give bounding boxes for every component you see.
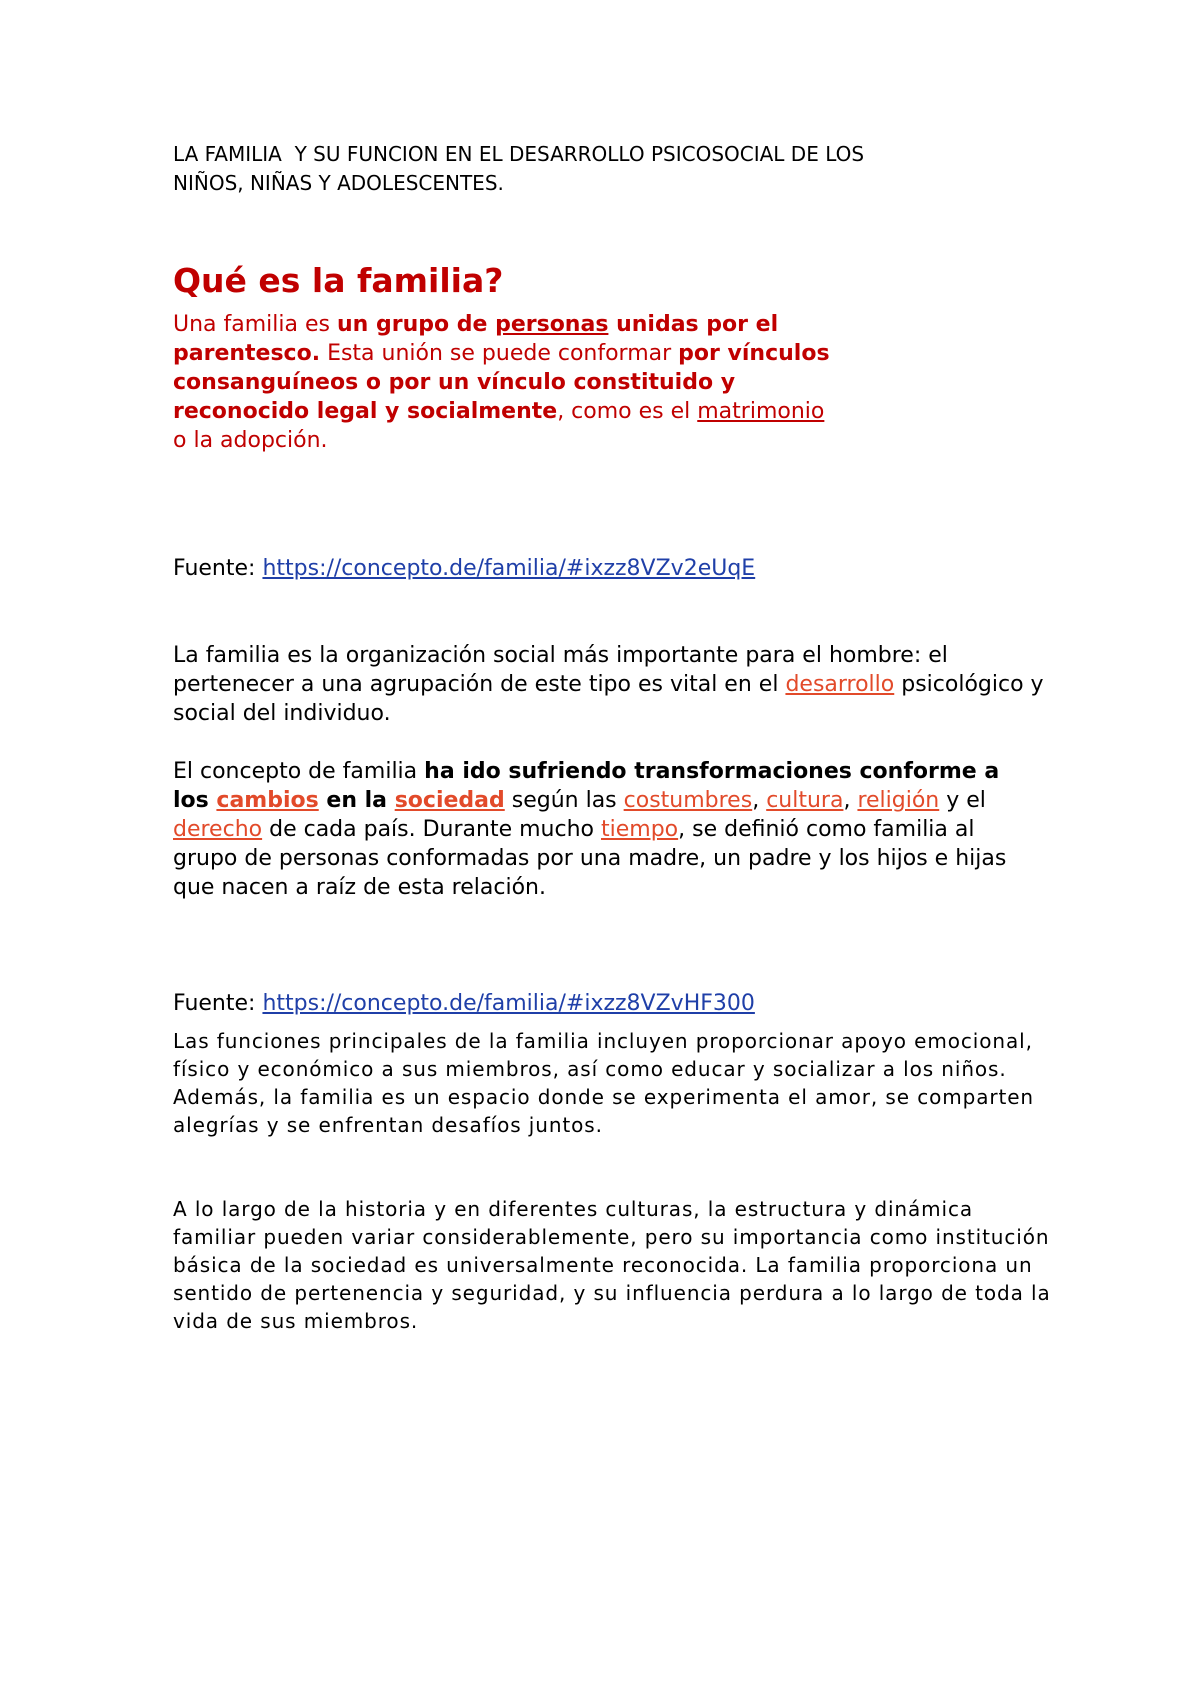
link-costumbres[interactable]: costumbres: [623, 788, 753, 813]
definition-bold-3: por vínculos consanguíneos o por un vínculo constituido y reconocido legal y socialmente: [173, 341, 830, 424]
para2-text-7: , se definió como familia al grupo de personas conformadas por una madre, un padre y los hijos e hijas que nacen a raíz de esta relación.: [173, 817, 1007, 900]
para2-text-6: de cada país. Durante mucho: [262, 817, 601, 842]
definition-bold-2: unidas por el parentesco.: [173, 312, 779, 366]
paragraph-historia: A lo largo de la historia y en diferentes culturas, la estructura y dinámica familiar pueden variar considerablemente, pero su importancia como institución básica de la sociedad es universalmente reconocida. La familia proporciona un sentido de pertenencia y seguridad, y su influencia perdura a lo largo de toda la vida de sus miembros.: [173, 1197, 1051, 1333]
paragraph-concepto: [173, 757, 1033, 902]
para2-text-1: El concepto de familia: [173, 759, 425, 784]
definition-bold-1: un grupo de: [336, 312, 496, 337]
document-title-line2: NIÑOS, NIÑAS Y ADOLESCENTES.: [173, 171, 504, 195]
section-heading: Qué es la familia?: [173, 261, 504, 300]
link-sociedad[interactable]: sociedad: [394, 788, 505, 813]
link-religion[interactable]: religión: [857, 788, 940, 813]
para2-text-5: y el: [939, 788, 986, 813]
para2-sep-2: ,: [843, 788, 858, 813]
link-personas[interactable]: personas: [495, 312, 609, 337]
link-cambios[interactable]: cambios: [216, 788, 319, 813]
para2-sep-1: ,: [752, 788, 767, 813]
source-1: [173, 554, 1053, 583]
source-1-label: Fuente:: [173, 556, 263, 581]
para1-text-2: psicológico y social del individuo.: [173, 672, 1044, 726]
link-derecho[interactable]: derecho: [173, 817, 263, 842]
source-2-label: Fuente:: [173, 991, 263, 1016]
definition-text-3: , como es el: [557, 399, 698, 424]
link-tiempo[interactable]: tiempo: [601, 817, 679, 842]
definition-text-1: Una familia es: [173, 312, 337, 337]
link-matrimonio[interactable]: matrimonio: [697, 399, 825, 424]
definition-text-2: Esta unión se puede conformar: [320, 341, 679, 366]
document-title-line1: LA FAMILIA Y SU FUNCION EN EL DESARROLLO PSICOSOCIAL DE LOS: [173, 142, 865, 166]
paragraph-funciones: Las funciones principales de la familia incluyen proporcionar apoyo emocional, físico y económico a sus miembros, así como educar y socializar a los niños. Además, la familia es un espacio donde se experimenta el amor, se comparten alegrías y se enfrentan desafíos juntos.: [173, 1029, 1035, 1137]
document-title: [173, 140, 1053, 198]
link-cultura[interactable]: cultura: [766, 788, 844, 813]
source-2: [173, 989, 1053, 1018]
source-1-link[interactable]: https://concepto.de/familia/#ixzz8VZv2eUqE: [262, 556, 756, 581]
para1-text-1: La familia es la organización social más importante para el hombre: el pertenecer a una agrupación de este tipo es vital en el: [173, 643, 948, 697]
definition-paragraph: [173, 310, 833, 455]
definition-text-4: o la adopción.: [173, 428, 328, 453]
para2-bold-2: en la: [318, 788, 395, 813]
para2-bold-1: ha ido sufriendo transformaciones conforme a los: [173, 759, 1000, 813]
para2-text-2: según las: [504, 788, 624, 813]
source-2-link[interactable]: https://concepto.de/familia/#ixzz8VZvHF300: [262, 991, 755, 1016]
document-body: [173, 140, 1053, 1335]
link-desarrollo[interactable]: desarrollo: [785, 672, 895, 697]
paragraph-organizacion: [173, 641, 1053, 728]
